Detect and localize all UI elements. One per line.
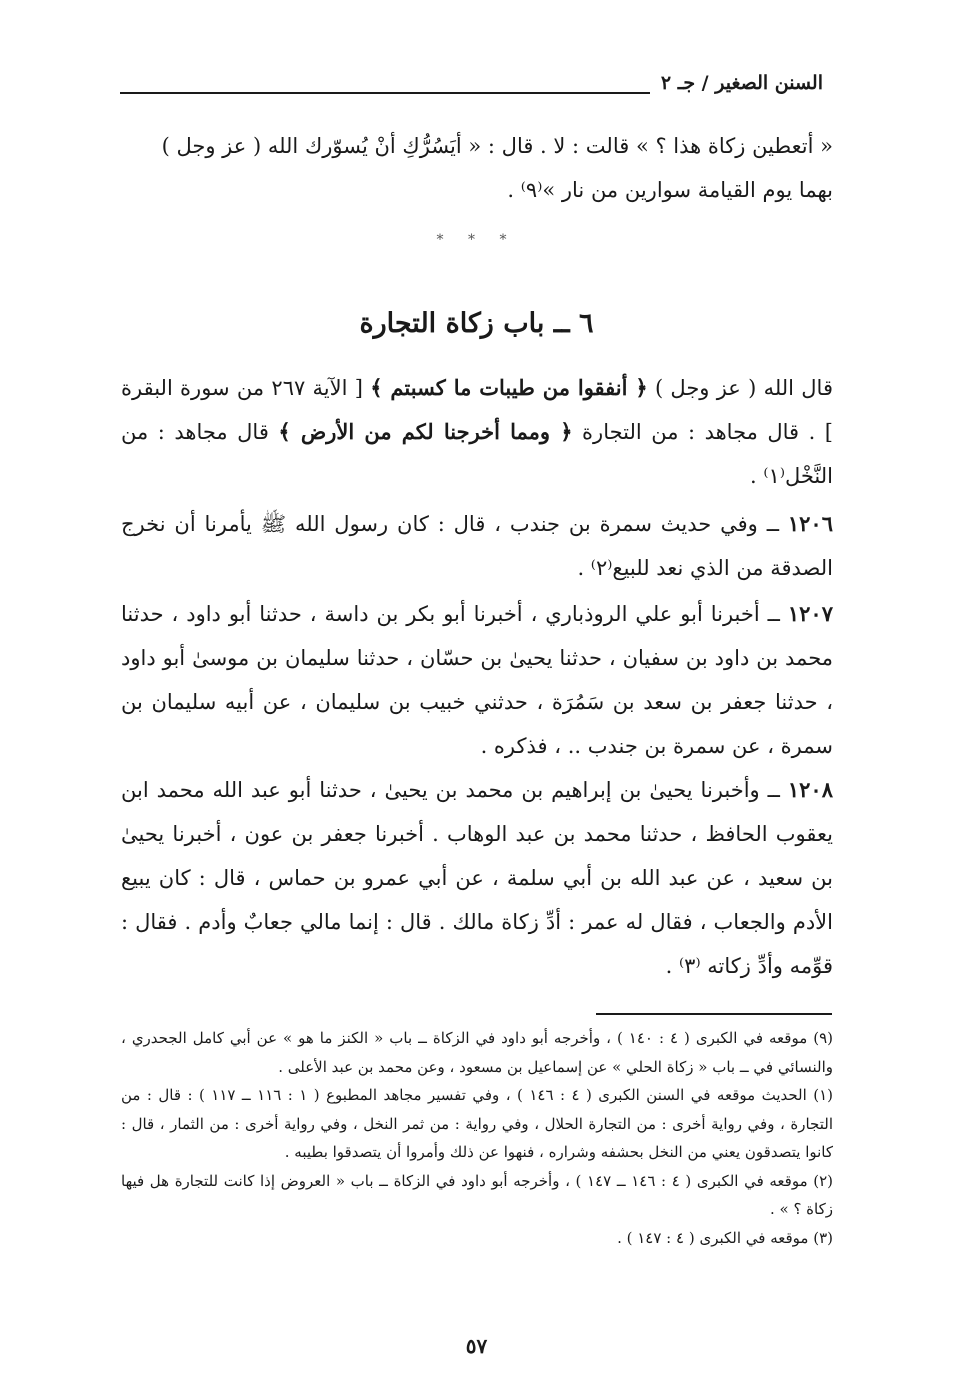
hadith-1208 xyxy=(121,768,833,988)
section-separator: * * * xyxy=(436,232,517,248)
hadith-number: ١٢٠٦ xyxy=(787,511,833,536)
intro-text-b: [ الآية ٢٦٧ من سورة البقرة ] . قال مجاهد : من التجارة xyxy=(121,376,833,444)
hadith-number: ١٢٠٨ xyxy=(787,777,833,802)
hadith-text: ــ أخبرنا أبو علي الروذباري ، أخبرنا أبو بكر بن داسة ، حدثنا أبو داود ، حدثنا محمد بن داود بن سفيان ، حدثنا يحيىٰ بن حسّان ، حدثنا سليمان بن موسىٰ أبو داود ، حدثنا جعفر بن سعد بن سَمُرَة ، حدثني خبيب بن سليمان ، عن أبيه سليمان بن سمرة ، عن سمرة بن جندب .. ، فذكره . xyxy=(121,602,833,758)
running-title: السنن الصغير / جـ ٢ xyxy=(660,72,823,94)
intro-text-c: قال مجاهد : من النَّخْل⁽١⁾ . xyxy=(121,420,833,488)
continued-text xyxy=(121,124,833,212)
running-header xyxy=(120,72,833,104)
intro-text-a: قال الله ( عز وجل ) xyxy=(647,376,833,400)
footnotes xyxy=(121,1024,833,1252)
footnote-9: (٩) موقعه في الكبرى ( ٤ : ١٤٠ ) ، وأخرجه أبو داود في الزكاة ــ باب « الكنز ما هو » عن أبي كامل الجحدري ، والنسائي في ــ باب « زكاة الحلي » عن إسماعيل بن مسعود ، وعن محمد بن عبد الأعلى . xyxy=(121,1029,833,1076)
header-rule xyxy=(120,92,650,94)
hadith-text: ــ وأخبرنا يحيىٰ بن إبراهيم بن محمد بن يحيىٰ ، حدثنا أبو عبد الله محمد ابن يعقوب الحافظ ، حدثنا محمد بن عبد الوهاب . أخبرنا جعفر بن عون ، أخبرنا يحيىٰ بن سعيد ، عن عبد الله بن أبي سلمة ، عن أبي عمرو بن حماس ، قال : كان يبيع الأدم والجعاب ، فقال له عمر : أدِّ زكاة مالك . قال : إنما مالي جعابٌ وأدم . فقال : قوِّمه وأدِّ زكاته ⁽٣⁾ . xyxy=(121,778,833,978)
quran-verse-1: ﴿ أنفقوا من طيبات ما كسبتم ﴾ xyxy=(370,375,648,400)
hadith-number: ١٢٠٧ xyxy=(787,601,833,626)
hadith-1206 xyxy=(121,502,833,590)
hadith-paragraph xyxy=(121,768,833,988)
hadith-paragraph xyxy=(121,502,833,590)
footnote-2: (٢) موقعه في الكبرى ( ٤ : ١٤٦ ــ ١٤٧ ) ، وأخرجه أبو داود في الزكاة ــ باب « العروض إذا كانت للتجارة هل فيها زكاة ؟ » . xyxy=(121,1171,834,1218)
hadith-text: ــ وفي حديث سمرة بن جندب ، قال : كان رسول الله ﷺ يأمرنا أن نخرج الصدقة من الذي نعد للبيع⁽٢⁾ . xyxy=(121,512,833,580)
footnote-3: (٣) موقعه في الكبرى ( ٤ : ١٤٧ ) . xyxy=(617,1228,833,1247)
footnote-1: (١) الحديث موقعه في السنن الكبرى ( ٤ : ١٤٦ ) ، وفي تفسير مجاهد المطبوع ( ١ : ١١٦ ــ ١١٧ ) : قال : من التجارة ، وفي رواية أخرى : من التجارة الحلال ، وفي رواية : من ثمر النخل ، وفي رواية أخرى : من الثمار ، قال : كانوا يتصدقون يعني من النخل بحشفه وشراره ، فنهوا عن ذلك وأمروا أن يتصدقوا بطيبه . xyxy=(121,1086,834,1161)
continued-line-2: بهما يوم القيامة سوارين من نار »⁽٩⁾ . xyxy=(507,178,833,202)
intro-paragraph xyxy=(121,366,833,498)
chapter-intro xyxy=(121,366,833,498)
hadith-paragraph xyxy=(121,592,833,768)
continued-line-1: « أتعطين زكاة هذا ؟ » قالت : لا . قال : « أيَسُرُّكِ أنْ يُسوّرك الله ( عز وجل ) xyxy=(161,134,833,158)
hadith-1207 xyxy=(121,592,833,768)
page-number: ٥٧ xyxy=(465,1334,488,1358)
footnote-rule xyxy=(596,1013,832,1015)
quran-verse-2: ﴿ ومما أخرجنا لكم من الأرض ﴾ xyxy=(278,419,573,444)
chapter-title: ٦ ــ باب زكاة التجارة xyxy=(359,308,594,339)
